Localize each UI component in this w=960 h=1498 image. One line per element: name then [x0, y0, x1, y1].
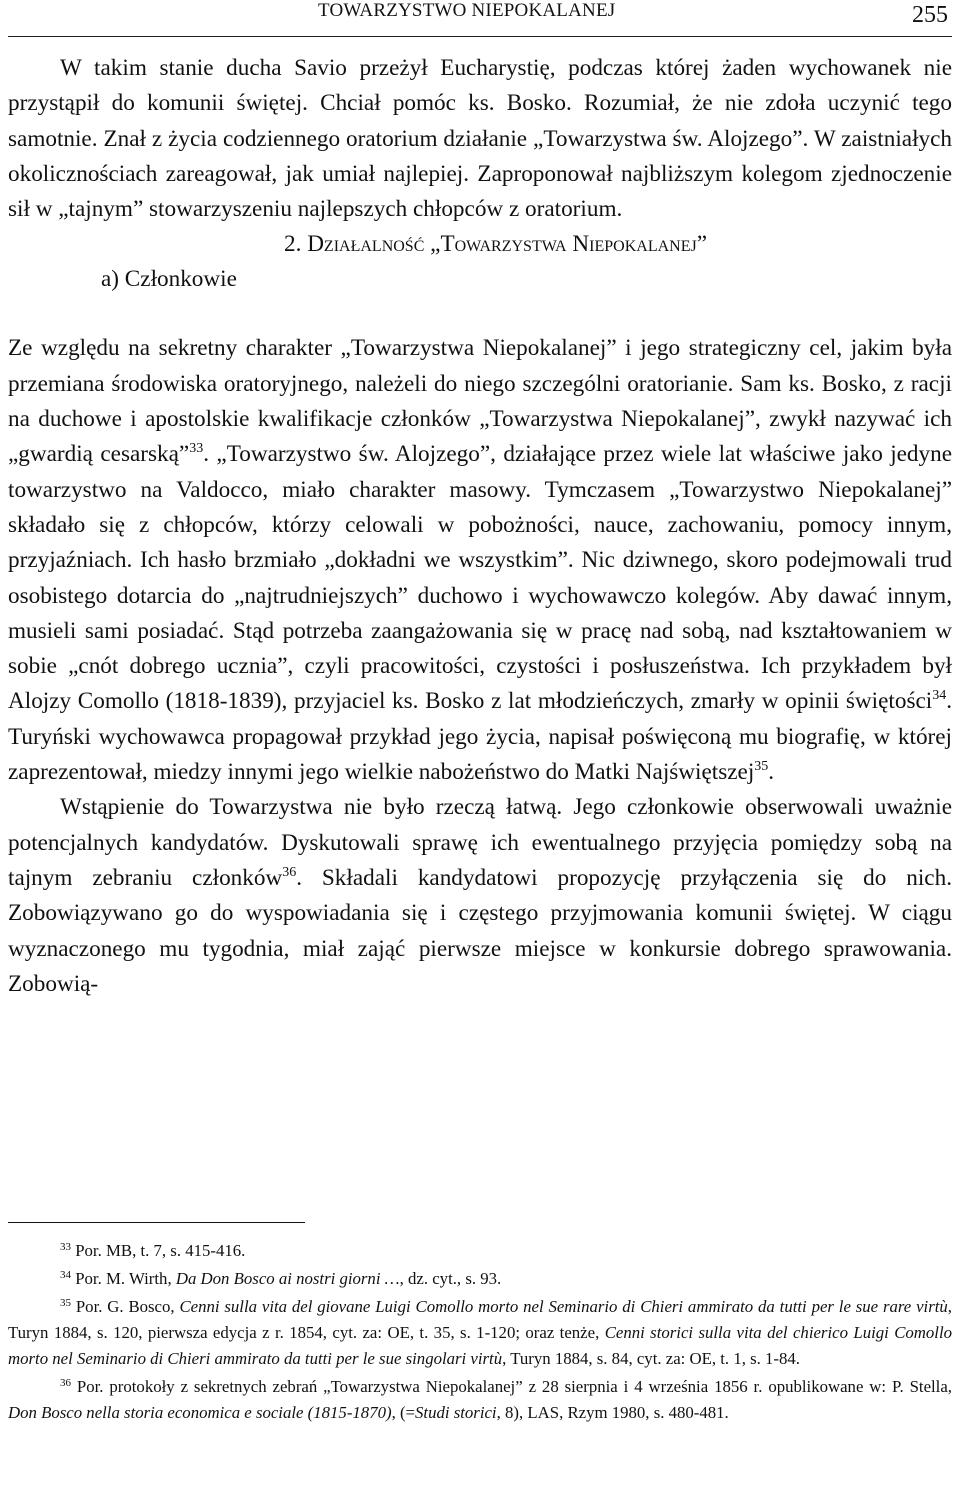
section-number: 2.: [284, 231, 308, 258]
book-page: [8, 0, 953, 1422]
footnotes: [8, 1238, 952, 1426]
subsection-heading: a) Członkowie: [101, 266, 237, 293]
footnote-35: $^{35}$ Por. G. Bosco, Cenni sulla vita del giovane Luigi Comollo morto nel Seminario di Chieri ammirato da tutti per le sue rare virtù, Turyn 1884, s. 120, pierwsza edycja z r. 1854, cyt. za: OE, t. 35, s. 1-120; oraz tenże, Cenni storici sulla vita del chierico Luigi Comollo morto nel Seminario di Chieri ammirato da tutti per le sue singolari virtù, Turyn 1884, s. 84, cyt. za: OE, t. 1, s. 1-84.: [8, 1297, 953, 1368]
footnote-ref-35[interactable]: 35: [754, 759, 769, 775]
footnote-number: 33: [60, 1241, 71, 1253]
section-heading: [8, 227, 952, 262]
page-number: 255: [912, 2, 948, 28]
main-text: [8, 51, 952, 1002]
paragraph-savio: W takim stanie ducha Savio przeżył Eucharystię, podczas której żaden wychowanek nie przystąpił do komunii świętej. Chciał pomóc ks. Bosko. Rozumiał, że nie zdoła uczynić tego samotnie. Znał z życia codziennego oratorium działanie „Towarzystwa św. Alojzego”. W zaistniałych okolicznościach zareagował, jak umiał najlepiej. Zaproponował najbliższym kolegom zjednoczenie sił w „tajnym” stowarzyszeniu najlepszych chłopców z oratorium.: [8, 55, 952, 223]
footnote-ref-34[interactable]: 34: [932, 688, 947, 704]
footnote-separator: [8, 1222, 305, 1223]
footnote-33: $^{33}$ Por. MB, t. 7, s. 415-416.: [60, 1241, 246, 1260]
footnote-36: $^{36}$ Por. protokoły z sekretnych zebrań „Towarzystwa Niepokalanej” z 28 sierpnia i 4 września 1856 r. opublikowane w: P. Stella, Don Bosco nella storia economica e sociale (1815-1870), (=Studi storici, 8), LAS, Rzym 1980, s. 480-481.: [8, 1377, 952, 1422]
paragraph-members: Ze względu na sekretny charakter „Towarzystwa Niepokalanej” i jego strategiczny cel, jakim była przemiana środowiska oratoryjnego, należeli do niego szczególni oratorianie. Sam ks. Bosko, z racji na duchowe i apostolskie kwalifikacje członków „Towarzystwa Niepokalanej”, zwykł nazywać ich „gwardią cesarską”$^{33}$. „Towarzystwo św. Alojzego”, działające przez wiele lat właściwe jako jedyne towarzystwo na Valdocco, miało charakter masowy. Tymczasem „Towarzystwo Niepokalanej” składało się z chłopców, którzy celowali w pobożności, nauce, zachowaniu, pomocy innym, przyjaźniach. Ich hasło brzmiało „dokładni we wszystkim”. Nic dziwnego, skoro podejmowali trud osobistego dotarcia do „najtrudniejszych” duchowo i wychowawczo kolegów. Aby dawać innym, musieli sami posiadać. Stąd potrzeba zaangażowania się w pracę nad sobą, nad kształtowaniem w sobie „cnót dobrego ucznia”, czyli pracowitości, czystości i posłuszeństwa. Ich przykładem był Alojzy Comollo (1818-1839), przyjaciel ks. Bosko z lat młodzieńczych, zmarły w opinii świętości$^{34}$. Turyński wychowawca propagował przykład jego życia, napisał poświęconą mu biografię, w której zaprezentował, miedzy innymi jego wielkie nabożeństwo do Matki Najświętszej$^{35}$.: [8, 335, 952, 786]
footnote-number: 35: [60, 1297, 71, 1309]
footnote-number: 36: [60, 1377, 71, 1389]
running-title: TOWARZYSTWO NIEPOKALANEJ: [318, 0, 616, 21]
running-header: [8, 0, 952, 37]
footnote-ref-33[interactable]: 33: [189, 441, 204, 457]
section-title: Działalność „Towarzystwa Niepokalanej”: [307, 231, 707, 258]
paragraph-admission: Wstąpienie do Towarzystwa nie było rzeczą łatwą. Jego członkowie obserwowali uważnie potencjalnych kandydatów. Dyskutowali sprawę ich ewentualnego przyjęcia pomiędzy sobą na tajnym zebraniu członków$^{36}$. Składali kandydatowi propozycję przyłączenia się do nich. Zobowiązywano go do wyspowiadania się i częstego przyjmowania komunii świętej. W ciągu wyznaczonego mu tygodnia, miał zająć pierwsze miejsce w konkursie dobrego sprawowania. Zobowią-: [8, 794, 952, 997]
footnote-ref-36[interactable]: 36: [282, 864, 297, 880]
footnote-number: 34: [60, 1269, 71, 1281]
footnote-34: $^{34}$ Por. M. Wirth, Da Don Bosco ai nostri giorni …, dz. cyt., s. 93.: [60, 1269, 502, 1288]
